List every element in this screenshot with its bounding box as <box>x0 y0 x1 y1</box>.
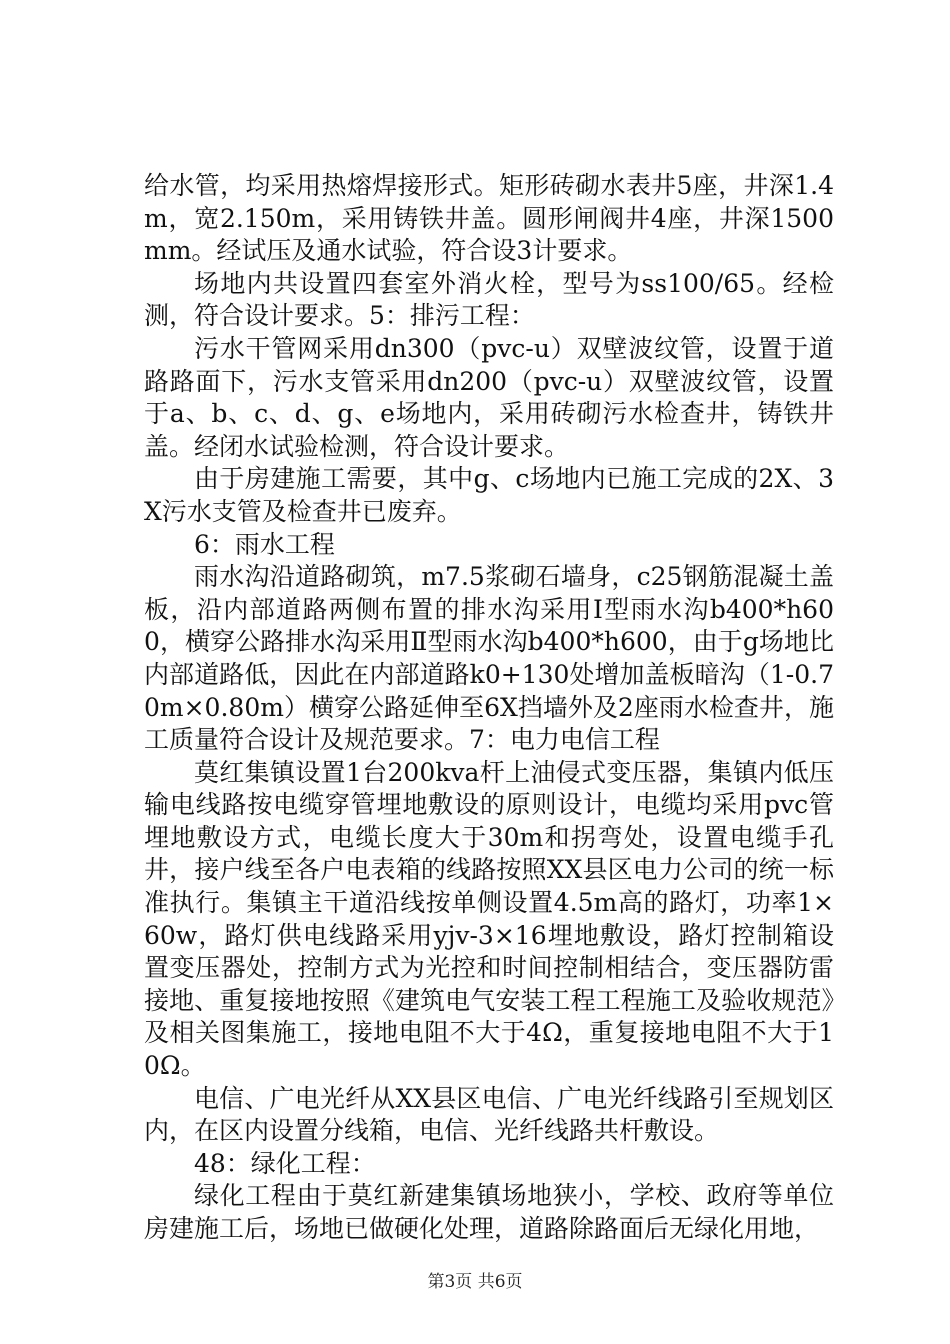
document-body <box>144 170 834 1246</box>
heading-rainwater: 6：雨水工程 <box>194 529 335 559</box>
paragraph-rainwater-ditch: 雨水沟沿道路砌筑，m7.5浆砌石墙身，c25钢筋混凝土盖板，沿内部道路两侧布置的排水沟采用Ⅰ型雨水沟b400*h600，横穿公路排水沟采用Ⅱ型雨水沟b400*h600，由于g场地比内部道路低，因此在内部道路k0+130处增加盖板暗沟（1-0.70m×0.80m）横穿公路延伸至6X挡墙外及2座雨水检查井，施工质量符合设计及规范要求。7：电力电信工程 <box>144 562 834 755</box>
paragraph-telecom: 电信、广电光纤从XX县区电信、广电光纤线路引至规划区内，在区内设置分线箱，电信、光纤线路共杆敷设。 <box>144 1083 834 1146</box>
paragraph-power: 莫红集镇设置1台200kva杆上油侵式变压器，集镇内低压输电线路按电缆穿管埋地敷设的原则设计，电缆均采用pvc管埋地敷设方式，电缆长度大于30m和拐弯处，设置电缆手孔井，接户线至各户电表箱的线路按照XX县区电力公司的统一标准执行。集镇主干道沿线按单侧设置4.5m高的路灯，功率1×60w，路灯供电线路采用yjv-3×16埋地敷设，路灯控制箱设置变压器处，控制方式为光控和时间控制相结合，变压器防雷接地、重复接地按照《建筑电气安装工程工程施工及验收规范》及相关图集施工，接地电阻不大于4Ω，重复接地电阻不大于10Ω。 <box>144 757 834 1081</box>
page-footer: 第3页 共6页 <box>427 1272 523 1292</box>
paragraph-greening: 绿化工程由于莫红新建集镇场地狭小，学校、政府等单位房建施工后，场地已做硬化处理，道路除路面后无绿化用地， <box>144 1181 834 1243</box>
heading-greening: 48：绿化工程： <box>194 1148 376 1178</box>
paragraph-abandoned-pipes: 由于房建施工需要，其中g、c场地内已施工完成的2X、3X污水支管及检查井已废弃。 <box>144 464 834 526</box>
paragraph-sewage-pipes: 污水干管网采用dn300（pvc-u）双壁波纹管，设置于道路路面下，污水支管采用dn200（pvc-u）双壁波纹管，设置于a、b、c、d、g、e场地内，采用砖砌污水检查井，铸铁井盖。经闭水试验检测，符合设计要求。 <box>144 333 834 461</box>
paragraph-water-supply: 给水管，均采用热熔焊接形式。矩形砖砌水表井5座，井深1.4m，宽2.150m，采用铸铁井盖。圆形闸阀井4座，井深1500mm。经试压及通水试验，符合设3计要求。 <box>144 171 834 266</box>
paragraph-fire-hydrant: 场地内共设置四套室外消火栓，型号为ss100/65。经检测，符合设计要求。5：排污工程： <box>144 268 834 331</box>
